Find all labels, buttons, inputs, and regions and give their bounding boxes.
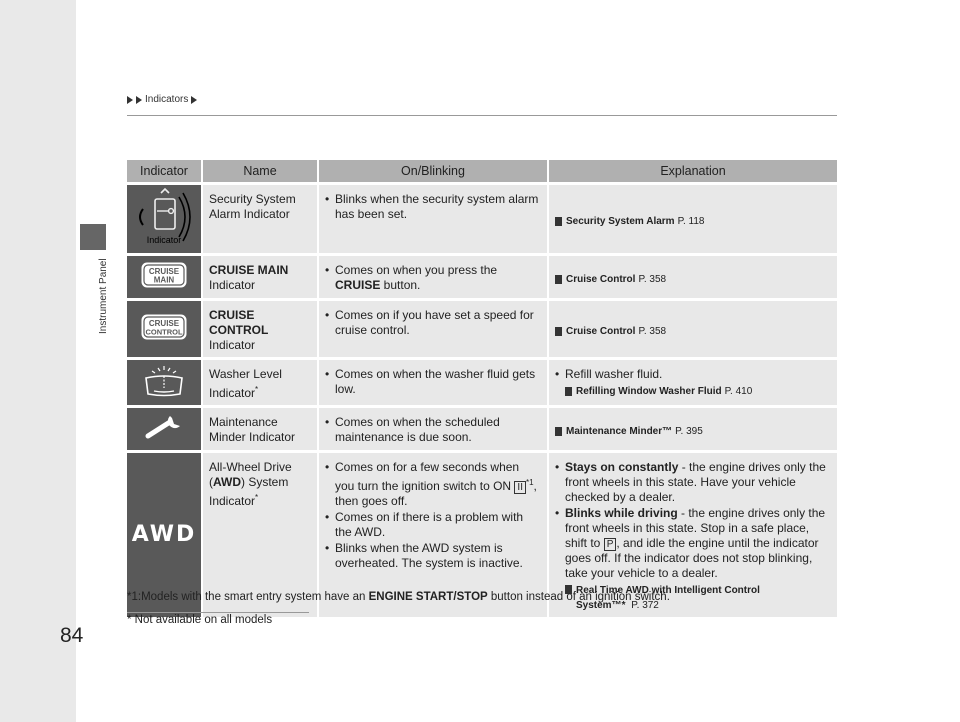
column-header: Indicator xyxy=(127,160,203,182)
svg-text:Indicator: Indicator xyxy=(146,235,182,245)
reference-arrow-icon xyxy=(555,217,562,226)
indicator-name xyxy=(203,301,319,357)
cruise-control-icon xyxy=(141,314,187,340)
table-row xyxy=(127,408,837,450)
list-item: • Comes on when you press the CRUISE button. xyxy=(325,263,541,293)
indicator-table xyxy=(127,157,837,620)
breadcrumb-arrow-icon xyxy=(191,96,197,104)
table-header-row xyxy=(127,160,837,182)
on-blinking-cell xyxy=(319,408,549,450)
page-reference-link[interactable]: Maintenance Minder™ P. 395 xyxy=(555,424,831,439)
sidebar-strip xyxy=(0,0,76,722)
explanation-cell xyxy=(549,408,837,450)
indicator-name xyxy=(203,185,319,253)
header-rule xyxy=(127,115,837,116)
explanation-cell xyxy=(549,256,837,298)
washer-fluid-icon xyxy=(140,364,188,398)
list-item: • Blinks while driving - the engine drives only the front wheels in this state. Stop in a safe place, shift to P , and idle the engine until the indicator goes off. If the indicator does not stop blinking, take your vehicle to a dealer. xyxy=(555,506,831,581)
name-line: All-Wheel Drive xyxy=(209,460,292,474)
indicator-icon-cell xyxy=(127,185,203,253)
list-item: • Blinks when the AWD system is overheated. The system is inactive. xyxy=(325,541,541,571)
name-line: Maintenance xyxy=(209,415,278,429)
name-line: CRUISE CONTROL xyxy=(209,308,269,337)
ignition-on-symbol: II xyxy=(514,481,526,494)
breadcrumb-arrow-icon xyxy=(136,96,142,104)
name-line: Alarm Indicator xyxy=(209,207,290,221)
list-item: • Comes on if you have set a speed for cruise control. xyxy=(325,308,541,338)
column-header: Explanation xyxy=(549,160,837,182)
column-header: On/Blinking xyxy=(319,160,549,182)
availability-mark: * xyxy=(255,493,259,502)
reference-arrow-icon xyxy=(555,275,562,284)
explanation-cell xyxy=(549,185,837,253)
availability-note: * Not available on all models xyxy=(127,614,273,626)
on-blinking-cell xyxy=(319,360,549,405)
indicator-icon-cell xyxy=(127,256,203,298)
svg-text:MAIN: MAIN xyxy=(153,275,175,285)
wrench-icon xyxy=(140,412,188,442)
park-position-symbol: P xyxy=(604,538,617,551)
list-item: • Blinks when the security system alarm has been set. xyxy=(325,192,541,222)
indicator-name xyxy=(203,408,319,450)
list-item: • Comes on if there is a problem with the AWD. xyxy=(325,510,541,540)
name-line: Indicator xyxy=(209,338,256,352)
svg-text:CRUISE: CRUISE xyxy=(148,267,180,276)
on-blinking-cell xyxy=(319,301,549,357)
indicator-icon-cell xyxy=(127,360,203,405)
list-item: • Refill washer fluid. xyxy=(555,367,831,382)
table-row xyxy=(127,185,837,253)
indicator-icon-cell xyxy=(127,301,203,357)
on-blinking-cell xyxy=(319,185,549,253)
page-reference-link[interactable]: Real Time AWD with Intelligent Control System™* P. 372 xyxy=(565,583,831,613)
name-line: Indicator xyxy=(209,278,256,292)
indicator-icon-cell xyxy=(127,408,203,450)
page-number: 84 xyxy=(60,624,84,647)
svg-text:AWD: AWD xyxy=(131,522,197,547)
list-item: • Comes on when the scheduled maintenance is due soon. xyxy=(325,415,541,445)
availability-mark: * xyxy=(255,385,259,394)
reference-arrow-icon xyxy=(555,327,562,336)
page-reference-link[interactable]: Cruise Control P. 358 xyxy=(555,324,831,339)
list-item: • Stays on constantly - the engine drives only the front wheels in this state. Have your vehicle checked by a dealer. xyxy=(555,460,831,505)
name-line: Security System xyxy=(209,192,296,206)
section-tab-marker[interactable] xyxy=(80,224,106,250)
security-alarm-icon xyxy=(131,187,197,247)
table-row xyxy=(127,360,837,405)
page-reference-link[interactable]: Refilling Window Washer Fluid P. 410 xyxy=(565,384,831,399)
breadcrumb-arrow-icon xyxy=(127,96,133,104)
svg-text:CRUISE: CRUISE xyxy=(148,319,180,328)
list-item: • Comes on for a few seconds when you turn the ignition switch to ON II $^{*1}$, then goes off. xyxy=(325,460,541,509)
name-line: Indicator* xyxy=(209,385,259,400)
name-line: Washer Level xyxy=(209,367,282,381)
column-header: Name xyxy=(203,160,319,182)
page-reference-link[interactable]: Cruise Control P. 358 xyxy=(555,272,831,287)
sidebar-section-label: Instrument Panel xyxy=(98,258,109,334)
table-row xyxy=(127,301,837,357)
name-line: CRUISE MAIN xyxy=(209,263,289,277)
svg-text:CONTROL: CONTROL xyxy=(145,327,183,337)
indicator-name xyxy=(203,360,319,405)
reference-arrow-icon xyxy=(565,387,572,396)
on-blinking-cell xyxy=(319,256,549,298)
name-line: Indicator* xyxy=(209,493,259,508)
list-item: • Comes on when the washer fluid gets low. xyxy=(325,367,541,397)
breadcrumb xyxy=(127,94,200,105)
explanation-cell xyxy=(549,301,837,357)
page-reference-link[interactable]: Security System Alarm P. 118 xyxy=(555,214,831,229)
breadcrumb-label[interactable]: Indicators xyxy=(145,94,189,105)
reference-arrow-icon xyxy=(555,427,562,436)
table-row xyxy=(127,256,837,298)
footnote: *1:Models with the smart entry system have an ENGINE START/STOP button instead of an ignition switch. xyxy=(127,591,670,603)
name-line: Minder Indicator xyxy=(209,430,296,444)
cruise-main-icon xyxy=(141,262,187,288)
footnote-divider xyxy=(127,612,309,613)
explanation-cell xyxy=(549,360,837,405)
indicator-name xyxy=(203,256,319,298)
awd-icon xyxy=(131,518,197,548)
name-line: (AWD) System xyxy=(209,475,289,489)
